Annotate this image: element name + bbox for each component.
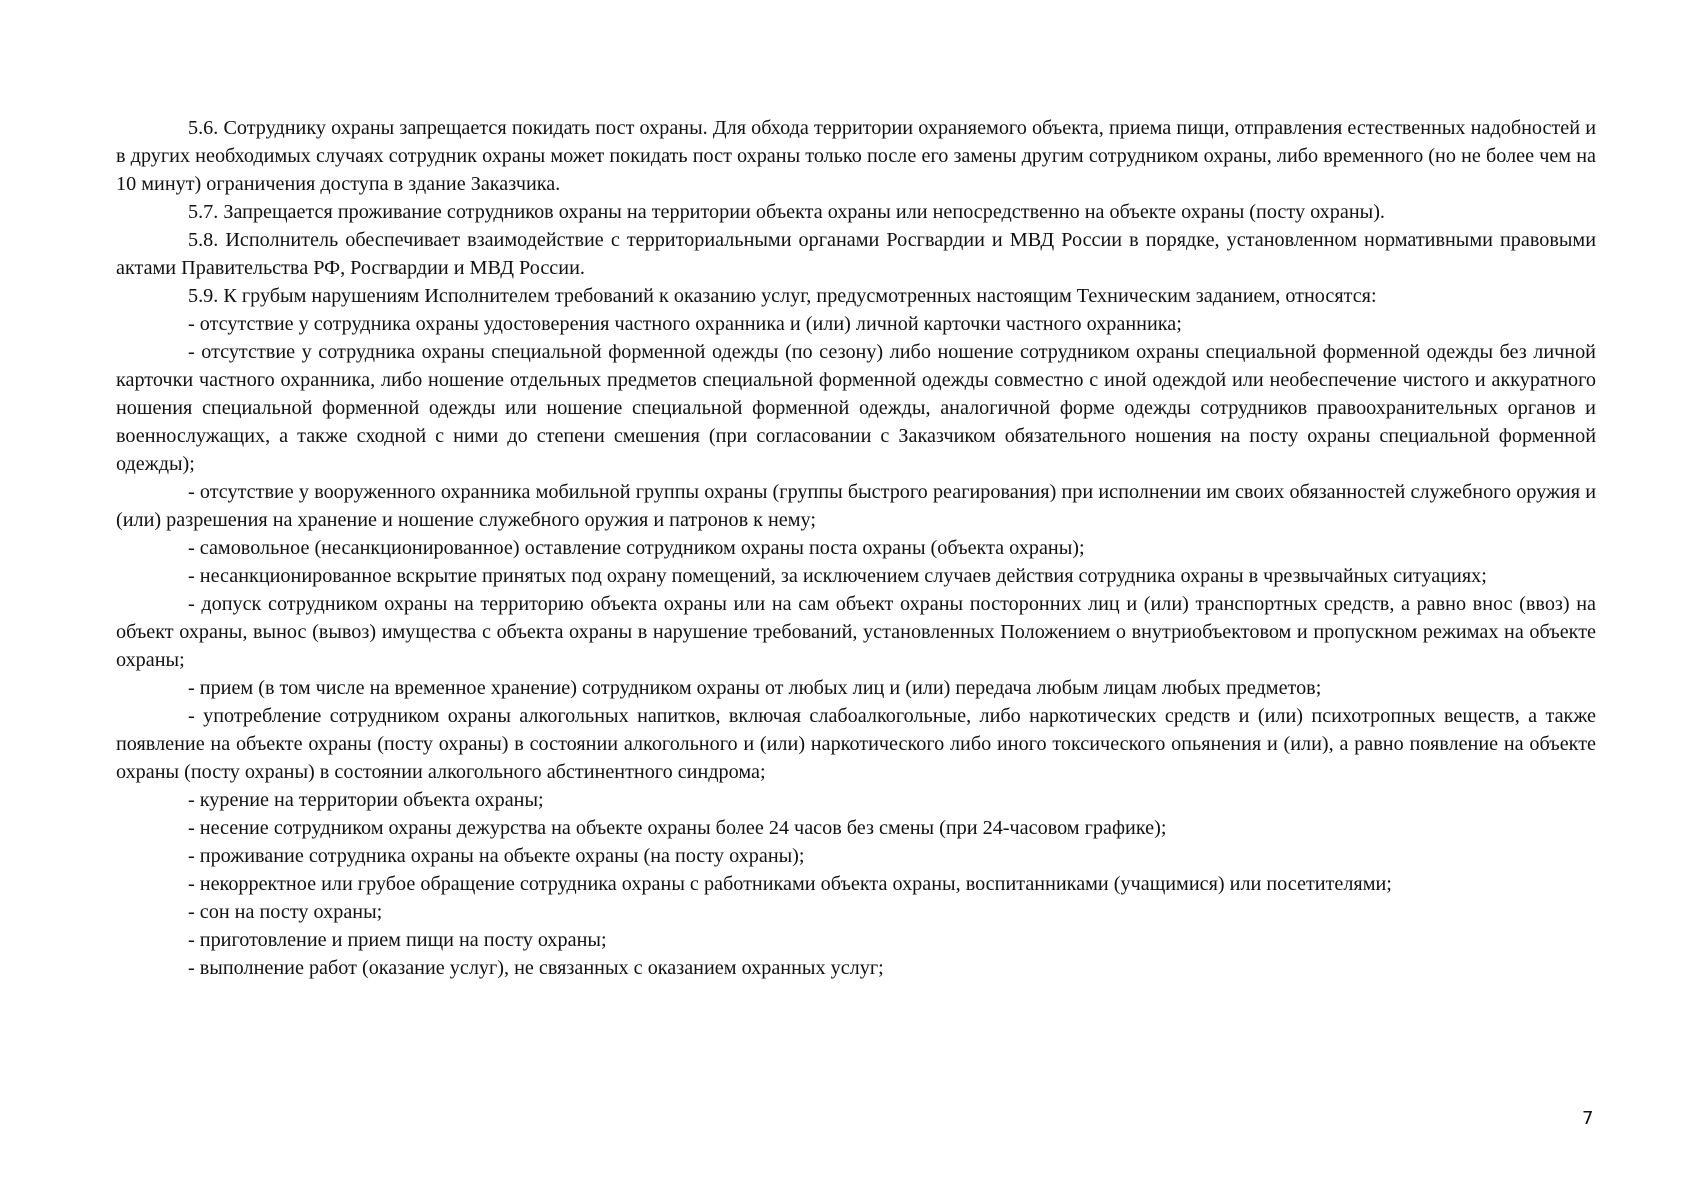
list-item: - отсутствие у сотрудника охраны удостоверения частного охранника и (или) личной карточки частного охранника; bbox=[188, 313, 1182, 335]
list-item: - употребление сотрудником охраны алкогольных напитков, включая слабоалкогольные, либо наркотических средств и (или) психотропных веществ, а также появление на объекте охраны (посту охраны) в состоянии алкогольного и (или) наркотического либо иного токсического опьянения и (или), а равно появление на объекте охраны (посту охраны) в состоянии алкогольного абстинентного синдрома; bbox=[116, 705, 1596, 783]
list-item: - отсутствие у сотрудника охраны специальной форменной одежды (по сезону) либо ношение сотрудником охраны специальной форменной одежды без личной карточки частного охранника, либо ношение отдельных предметов специальной форменной одежды совместно с иной одеждой или необеспечение чистого и аккуратного ношения специальной форменной одежды или ношение специальной форменной одежды, аналогичной форме одежды сотрудников правоохранительных органов и военнослужащих, а также сходной с ними до степени смешения (при согласовании с Заказчиком обязательного ношения на посту охраны специальной форменной одежды); bbox=[116, 341, 1596, 475]
paragraph-5-6: 5.6. Сотруднику охраны запрещается покидать пост охраны. Для обхода территории охраняемого объекта, приема пищи, отправления естественных надобностей и в других необходимых случаях сотрудник охраны может покидать пост охраны только после его замены другим сотрудником охраны, либо временного (но не более чем на 10 минут) ограничения доступа в здание Заказчика. bbox=[116, 117, 1596, 195]
list-item: - выполнение работ (оказание услуг), не связанных с оказанием охранных услуг; bbox=[188, 957, 884, 979]
list-item: - сон на посту охраны; bbox=[188, 901, 383, 923]
paragraph-5-7: 5.7. Запрещается проживание сотрудников охраны на территории объекта охраны или непосредственно на объекте охраны (посту охраны). bbox=[188, 201, 1385, 223]
list-item: - курение на территории объекта охраны; bbox=[188, 789, 544, 811]
list-item: - отсутствие у вооруженного охранника мобильной группы охраны (группы быстрого реагирования) при исполнении им своих обязанностей служебного оружия и (или) разрешения на хранение и ношение служебного оружия и патронов к нему; bbox=[116, 481, 1596, 531]
list-item: - приготовление и прием пищи на посту охраны; bbox=[188, 929, 607, 951]
list-item: - прием (в том числе на временное хранение) сотрудником охраны от любых лиц и (или) передача любым лицам любых предметов; bbox=[188, 677, 1322, 699]
list-item: - несение сотрудником охраны дежурства на объекте охраны более 24 часов без смены (при 24-часовом графике); bbox=[188, 817, 1167, 839]
list-item: - допуск сотрудником охраны на территорию объекта охраны или на сам объект охраны посторонних лиц и (или) транспортных средств, а равно внос (ввоз) на объект охраны, вынос (вывоз) имущества с объекта охраны в нарушение требований, установленных Положением о внутриобъектовом и пропускном режимах на объекте охраны; bbox=[116, 593, 1596, 671]
document-body bbox=[116, 114, 1596, 982]
paragraph-5-9: 5.9. К грубым нарушениям Исполнителем требований к оказанию услуг, предусмотренных настоящим Техническим заданием, относятся: bbox=[188, 285, 1377, 307]
list-item: - проживание сотрудника охраны на объекте охраны (на посту охраны); bbox=[188, 845, 805, 867]
list-item: - некорректное или грубое обращение сотрудника охраны с работниками объекта охраны, воспитанниками (учащимися) или посетителями; bbox=[188, 873, 1392, 895]
list-item: - самовольное (несанкционированное) оставление сотрудником охраны поста охраны (объекта охраны); bbox=[188, 537, 1085, 559]
list-item: - несанкционированное вскрытие принятых под охрану помещений, за исключением случаев действия сотрудника охраны в чрезвычайных ситуациях; bbox=[188, 565, 1487, 587]
page-number: 7 bbox=[1582, 1108, 1594, 1129]
paragraph-5-8: 5.8. Исполнитель обеспечивает взаимодействие с территориальными органами Росгвардии и МВД России в порядке, установленном нормативными правовыми актами Правительства РФ, Росгвардии и МВД России. bbox=[116, 229, 1596, 279]
